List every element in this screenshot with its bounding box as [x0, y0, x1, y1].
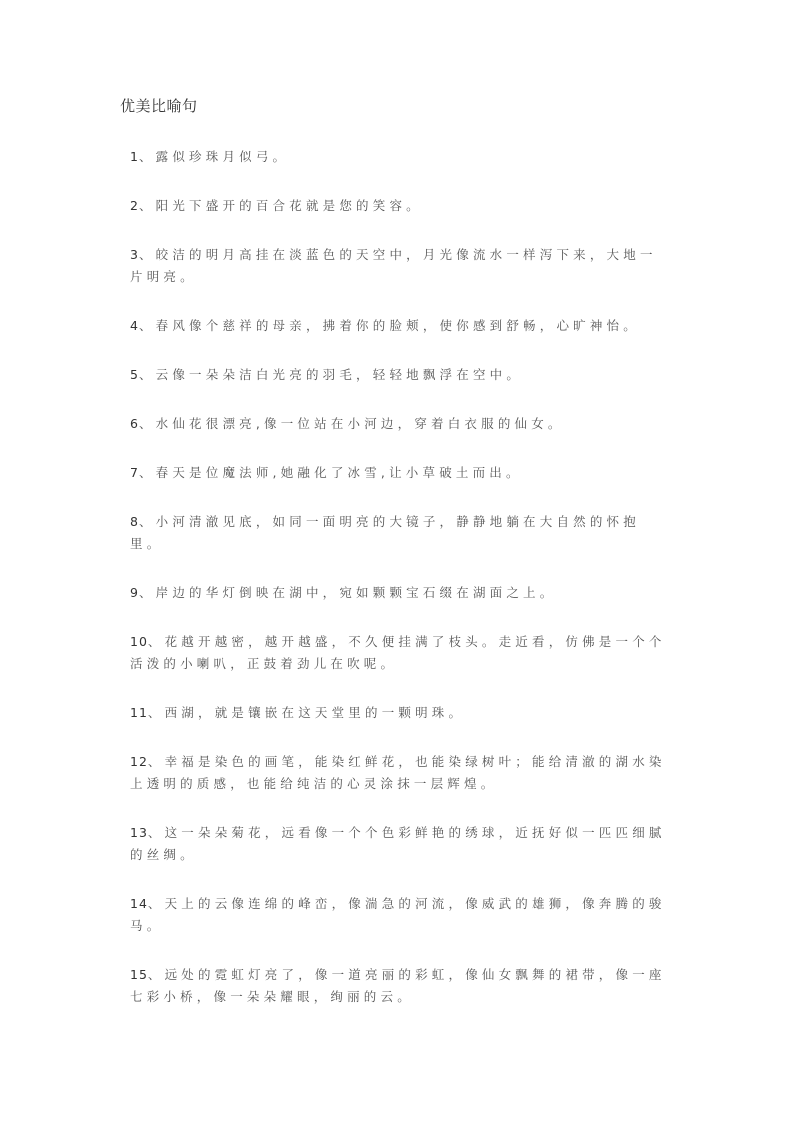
item-text: 、小河清澈见底，如同一面明亮的大镜子，静静地躺在大自然的怀抱里。: [130, 514, 640, 551]
item-number: 6: [130, 416, 139, 431]
item-number: 11: [130, 705, 148, 720]
item-text: 、春天是位魔法师,她融化了冰雪,让小草破土而出。: [138, 465, 523, 480]
item-text: 、天上的云像连绵的峰峦，像湍急的河流，像威武的雄狮，像奔腾的骏马。: [130, 896, 666, 933]
item-number: 10: [130, 634, 148, 649]
item-text: 、花越开越密，越开越盛，不久便挂满了枝头。走近看，仿佛是一个个活泼的小喇叭，正鼓着劲儿在吹呢。: [130, 634, 666, 671]
list-item: [130, 413, 670, 435]
list-item: [130, 822, 670, 866]
list-item: [130, 751, 670, 795]
list-item: [130, 964, 670, 1008]
item-number: 7: [130, 465, 139, 480]
item-number: 5: [130, 367, 139, 382]
item-number: 4: [130, 318, 139, 333]
item-number: 1: [130, 149, 139, 164]
item-text: 、露似珍珠月似弓。: [138, 149, 290, 164]
item-number: 2: [130, 198, 139, 213]
list-item: [130, 195, 670, 217]
item-number: 3: [130, 247, 139, 262]
item-text: 、西湖，就是镶嵌在这天堂里的一颗明珠。: [147, 705, 466, 720]
list-item: [130, 146, 670, 168]
item-number: 9: [130, 585, 139, 600]
list-item: [130, 462, 670, 484]
item-text: 、春风像个慈祥的母亲，拂着你的脸颊，使你感到舒畅，心旷神怡。: [138, 318, 640, 333]
item-text: 、这一朵朵菊花，远看像一个个色彩鲜艳的绣球，近抚好似一匹匹细腻的丝绸。: [130, 825, 666, 862]
item-number: 13: [130, 825, 148, 840]
simile-list: [130, 146, 670, 1035]
list-item: [130, 702, 670, 724]
item-number: 15: [130, 967, 148, 982]
list-item: [130, 582, 670, 604]
item-text: 、水仙花很漂亮,像一位站在小河边，穿着白衣服的仙女。: [138, 416, 565, 431]
list-item: [130, 244, 670, 288]
list-item: [130, 315, 670, 337]
list-item: [130, 631, 670, 675]
item-text: 、皎洁的明月高挂在淡蓝色的天空中，月光像流水一样泻下来，大地一片明亮。: [130, 247, 657, 284]
list-item: [130, 893, 670, 937]
document-title: 优美比喻句: [120, 97, 198, 115]
item-number: 14: [130, 896, 148, 911]
item-text: 、远处的霓虹灯亮了，像一道亮丽的彩虹，像仙女飘舞的裙带，像一座七彩小桥，像一朵朵耀眼，绚丽的云。: [130, 967, 666, 1004]
item-text: 、阳光下盛开的百合花就是您的笑容。: [138, 198, 423, 213]
item-text: 、岸边的华灯倒映在湖中，宛如颗颗宝石缀在湖面之上。: [138, 585, 557, 600]
list-item: [130, 364, 670, 386]
item-text: 、云像一朵朵洁白光亮的羽毛，轻轻地飘浮在空中。: [138, 367, 524, 382]
item-text: 、幸福是染色的画笔，能染红鲜花，也能染绿树叶；能给清澈的湖水染上透明的质感，也能给纯洁的心灵涂抹一层辉煌。: [130, 754, 666, 791]
item-number: 8: [130, 514, 139, 529]
list-item: [130, 511, 670, 555]
item-number: 12: [130, 754, 148, 769]
